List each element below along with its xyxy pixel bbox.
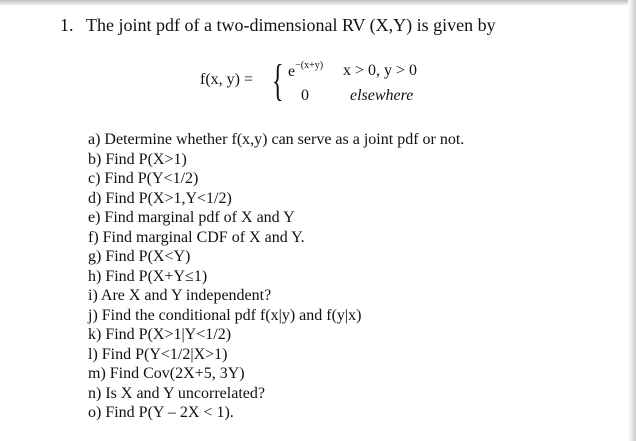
piecewise-pdf-formula <box>200 55 500 115</box>
formula-lhs: f(x, y) = <box>200 71 254 88</box>
question-header <box>60 14 496 36</box>
part-g: g) Find P(X<Y) <box>88 248 191 265</box>
question-number: 1. <box>60 15 74 35</box>
part-k: k) Find P(X>1|Y<1/2) <box>88 326 232 343</box>
case1-base: e <box>288 63 296 80</box>
part-a: a) Determine whether f(x,y) can serve as a joint pdf or not. <box>88 131 465 148</box>
right-edge-shadow <box>628 0 636 441</box>
case2-value: 0 <box>301 87 309 104</box>
question-parts-list <box>88 130 464 423</box>
part-i: i) Are X and Y independent? <box>88 287 272 304</box>
part-e: e) Find marginal pdf of X and Y <box>88 209 295 226</box>
part-d: d) Find P(X>1,Y<1/2) <box>88 189 232 207</box>
case1-condition: x > 0, y > 0 <box>343 62 418 79</box>
part-c: c) Find P(Y<1/2) <box>88 170 199 187</box>
part-b: b) Find P(X>1) <box>88 150 187 168</box>
case1-expression <box>288 60 323 81</box>
part-n: n) Is X and Y uncorrelated? <box>88 384 265 402</box>
part-l: l) Find P(Y<1/2|X>1) <box>88 345 228 363</box>
part-f: f) Find marginal CDF of X and Y. <box>88 228 305 246</box>
part-o: o) Find P(Y – 2X < 1). <box>88 404 234 421</box>
part-h: h) Find P(X+Y≤1) <box>88 267 208 285</box>
part-m: m) Find Cov(2X+5, 3Y) <box>88 365 245 382</box>
case2-condition: elsewhere <box>350 87 414 104</box>
case1-exponent: −(x+y) <box>295 60 324 71</box>
left-brace: { <box>272 56 284 105</box>
part-j: j) Find the conditional pdf f(x|y) and f(y|x) <box>88 306 362 324</box>
question-prompt: The joint pdf of a two-dimensional RV (X,Y) is given by <box>86 15 496 35</box>
top-edge-shadow <box>0 0 636 6</box>
